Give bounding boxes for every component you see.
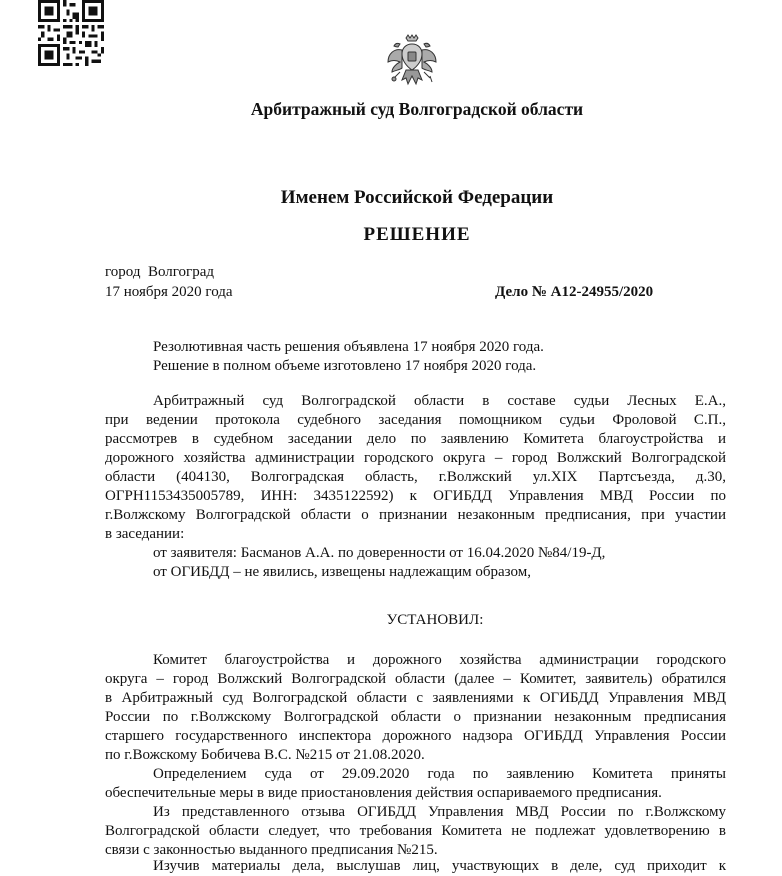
paragraph-line: в Арбитражный суд Волгоградской области с заявлениями к ОГИБДД Управления МВД [105, 690, 726, 706]
participant-respondent: от ОГИБДД – не явились, извещены надлежащим образом, [153, 564, 531, 580]
composition-line: области (404130, Волгоградская область, г.Волжский ул.XIX Партсъезда, д.30, [105, 469, 726, 485]
paragraph-line: связи с законностью выданного предписания №215. [105, 842, 438, 858]
double-headed-eagle-emblem-icon [386, 34, 438, 88]
paragraph-line: Комитет благоустройства и дорожного хозяйства администрации городского [153, 652, 726, 668]
city-label: город Волгоград [105, 264, 214, 280]
composition-line: Арбитражный суд Волгоградской области в составе судьи Лесных Е.А., [153, 393, 726, 409]
paragraph-line: обеспечительные меры в виде приостановления действия оспариваемого предписания. [105, 785, 662, 801]
paragraph-line: по г.Вожскому Бобичева В.С. №215 от 21.08.2020. [105, 747, 425, 763]
paragraph-line: старшего государственного инспектора дорожного надзора ОГИБДД Управления России [105, 728, 726, 744]
paragraph-line: Из представленного отзыва ОГИБДД Управления МВД России по г.Волжскому [153, 804, 726, 820]
intro-line-operative: Резолютивная часть решения объявлена 17 ноября 2020 года. [153, 339, 544, 355]
paragraph-line: Изучив материалы дела, выслушав лиц, участвующих в деле, суд приходит к [153, 858, 726, 874]
composition-line: при ведении протокола судебного заседания помощником судьи Фроловой С.П., [105, 412, 726, 428]
case-number: Дело № А12-24955/2020 [495, 284, 654, 300]
qr-code-icon [37, 0, 105, 66]
paragraph-line: округа – город Волжский Волгоградской области (далее – Комитет, заявитель) обратился [105, 671, 726, 687]
participant-applicant: от заявителя: Басманов А.А. по доверенности от 16.04.2020 №84/19-Д, [153, 545, 606, 561]
paragraph-line: Определением суда от 29.09.2020 года по заявлению Комитета приняты [153, 766, 726, 782]
composition-line: рассмотрев в судебном заседании дело по заявлению Комитета благоустройства и [105, 431, 726, 447]
decision-date: 17 ноября 2020 года [105, 284, 233, 300]
composition-line: дорожного хозяйства администрации городского округа – город Волжский Волгоградской [105, 450, 726, 466]
paragraph-line: Волгоградской области следует, что требования Комитета не подлежат удовлетворению в [105, 823, 726, 839]
intro-line-full: Решение в полном объеме изготовлено 17 ноября 2020 года. [153, 358, 537, 374]
paragraph-line: России по г.Волжскому Волгоградской области о признании незаконным предписания [105, 709, 726, 725]
in-the-name-heading: Именем Российской Федерации [280, 187, 554, 208]
document-type-heading: РЕШЕНИЕ [363, 224, 471, 245]
established-heading: УСТАНОВИЛ: [386, 612, 484, 628]
composition-line: ОГРН1153435005789, ИНН: 3435122592) к ОГИБДД Управления МВД России по [105, 488, 726, 504]
court-name-heading: Арбитражный суд Волгоградской области [250, 99, 584, 119]
composition-line: в заседании: [105, 526, 185, 542]
composition-line: г.Волжскому Волгоградской области о признании незаконным предписания, при участии [105, 507, 726, 523]
